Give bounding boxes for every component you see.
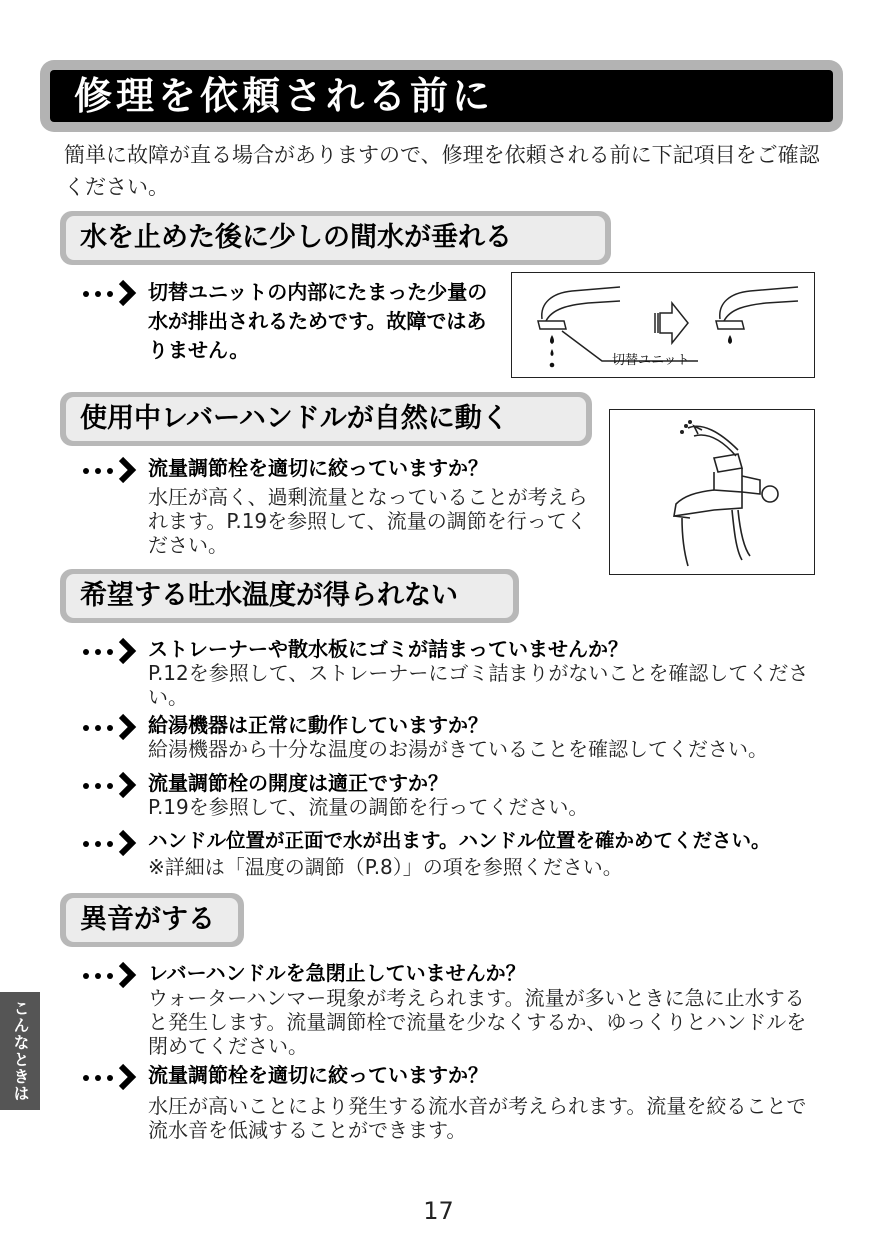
page-title-bar (40, 60, 843, 132)
arrow-bullet-icon (80, 455, 142, 483)
switch-unit-label: 切替ユニット (612, 353, 690, 368)
arrow-bullet-icon (80, 712, 142, 740)
side-index-tab (0, 992, 40, 1110)
section-header-lever-moves (60, 392, 592, 446)
section-title: 使用中レバーハンドルが自然に動く (80, 403, 509, 434)
section-header-temperature (60, 569, 519, 623)
arrow-bullet-icon (80, 636, 142, 664)
section-title: 異音がする (80, 904, 215, 935)
section-title: 水を止めた後に少しの間水が垂れる (80, 222, 512, 253)
item-answer: 切替ユニットの内部にたまった少量の水が排出されるためです。故障ではありません。 (148, 280, 488, 362)
page-title: 修理を依頼される前に (74, 74, 495, 118)
item-question: ハンドル位置が正面で水が出ます。ハンドル位置を確かめてください。 (148, 829, 771, 852)
item-question: レバーハンドルを急閉止していませんか？ (148, 961, 526, 985)
intro-text: 簡単に故障が直る場合がありますので、修理を依頼される前に下記項目をご確認ください。 (64, 143, 820, 199)
figure-switch-unit (511, 272, 815, 378)
section-header-noise (60, 893, 244, 947)
item-answer: P.12を参照して、ストレーナーにゴミ詰まりがないことを確認してください。 (148, 661, 809, 709)
arrow-bullet-icon (80, 1062, 142, 1090)
item-question: 給湯機器は正常に動作していますか？ (148, 713, 488, 737)
item-question: 流量調節栓を適切に絞っていますか？ (148, 456, 488, 480)
item-answer: P.19を参照して、流量の調節を行ってください。 (148, 795, 589, 819)
item-question: 流量調節栓の開度は適正ですか？ (148, 771, 448, 795)
item-answer: 給湯機器から十分な温度のお湯がきていることを確認してください。 (148, 737, 768, 761)
side-tab-label: こんなときは (11, 1000, 30, 1102)
page-title-background (50, 70, 833, 122)
arrow-bullet-icon (80, 960, 142, 988)
item-question: ストレーナーや散水板にゴミが詰まっていませんか？ (148, 637, 628, 661)
lever-faucet-illustration (610, 410, 814, 574)
arrow-bullet-icon (80, 278, 142, 306)
figure-lever-faucet (609, 409, 815, 575)
item-answer: 水圧が高いことにより発生する流水音が考えられます。流量を絞ることで流水音を低減することができます。 (148, 1094, 807, 1142)
section-header-dripping (60, 211, 611, 265)
item-answer: ウォーターハンマー現象が考えられます。流量が多いときに急に止水すると発生します。流量調節栓で流量を少なくするか、ゆっくりとハンドルを閉めてください。 (148, 986, 807, 1058)
item-answer: ※詳細は「温度の調節（P.8）」の項を参照ください。 (148, 855, 623, 879)
item-question: 流量調節栓を適切に絞っていますか？ (148, 1063, 488, 1087)
arrow-bullet-icon (80, 828, 142, 856)
page-number: 17 (423, 1197, 454, 1225)
item-answer: 水圧が高く、過剰流量となっていることが考えられます。P.19を参照して、流量の調節を行ってください。 (148, 485, 588, 557)
section-title: 希望する吐水温度が得られない (80, 580, 458, 611)
arrow-bullet-icon (80, 770, 142, 798)
